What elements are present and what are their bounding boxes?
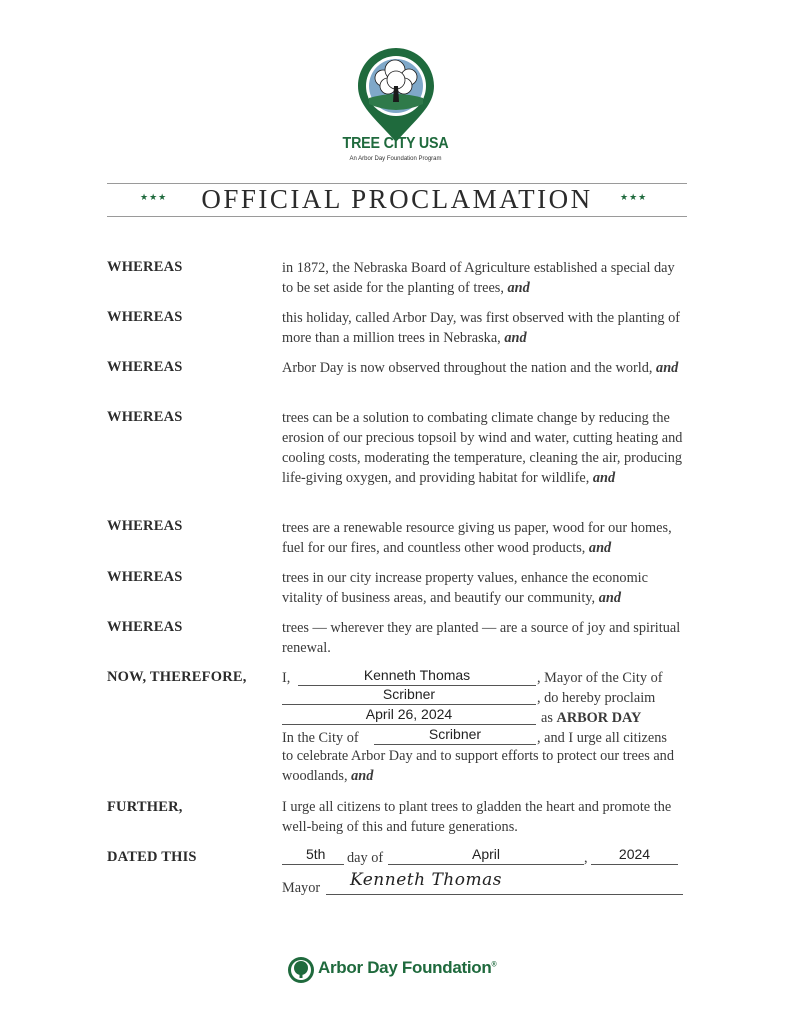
month-field[interactable]: April bbox=[388, 846, 584, 865]
in-city-prefix: In the City of bbox=[282, 730, 359, 746]
therefore-rest: to celebrate Arbor Day and to support efforts to protect our trees and woodlands, and bbox=[282, 748, 674, 784]
dated-label: DATED THIS bbox=[107, 849, 197, 865]
mayor-label: Mayor bbox=[282, 880, 321, 896]
logo-title: TREE CITY USA bbox=[342, 135, 449, 152]
footer-brand: Arbor Day Foundation® bbox=[318, 958, 497, 977]
therefore-after-city: , do hereby proclaim bbox=[537, 690, 656, 706]
city-field[interactable]: Scribner bbox=[282, 686, 536, 705]
whereas-label: WHEREAS bbox=[107, 518, 183, 534]
therefore-after-name: , Mayor of the City of bbox=[537, 670, 663, 686]
date-field[interactable]: April 26, 2024 bbox=[282, 706, 536, 725]
whereas-text: in 1872, the Nebraska Board of Agriculture established a special day to be set aside for the planting of trees, and bbox=[282, 260, 675, 296]
whereas-label: WHEREAS bbox=[107, 409, 183, 425]
mayor-signature: Kenneth Thomas bbox=[350, 870, 502, 890]
further-label: FURTHER, bbox=[107, 799, 183, 815]
whereas-text: trees in our city increase property values, enhance the economic vitality of business areas, and beautify our community, and bbox=[282, 570, 649, 606]
day-of-text: day of bbox=[347, 850, 384, 866]
whereas-label: WHEREAS bbox=[107, 309, 183, 325]
page-title: OFFICIAL PROCLAMATION bbox=[201, 184, 593, 214]
whereas-text: trees can be a solution to combating climate change by reducing the erosion of our precious topsoil by wind and water, cutting heating and cooling costs, moderating the temperature, cleaning the air, producing life-giving oxygen, and providing habitat for wildlife, and bbox=[282, 410, 683, 486]
logo-subtitle: An Arbor Day Foundation Program bbox=[349, 156, 442, 162]
whereas-label: WHEREAS bbox=[107, 259, 183, 275]
mayor-name-field[interactable]: Kenneth Thomas bbox=[298, 667, 536, 686]
whereas-text: this holiday, called Arbor Day, was first observed with the planting of more than a million trees in Nebraska, and bbox=[282, 310, 680, 346]
city2-field[interactable]: Scribner bbox=[374, 726, 536, 745]
further-text: I urge all citizens to plant trees to gladden the heart and promote the well-being of this and future generations. bbox=[282, 799, 672, 835]
therefore-prefix: I, bbox=[282, 670, 291, 686]
date-comma: , bbox=[584, 850, 588, 866]
therefore-after-date: as ARBOR DAY bbox=[541, 710, 642, 726]
stars-right: ★★★ bbox=[620, 193, 648, 203]
therefore-after-city2: , and I urge all citizens bbox=[537, 730, 667, 746]
whereas-label: WHEREAS bbox=[107, 619, 183, 635]
tree-city-usa-tree-icon bbox=[355, 46, 437, 144]
whereas-label: WHEREAS bbox=[107, 359, 183, 375]
whereas-label: WHEREAS bbox=[107, 569, 183, 585]
whereas-text: trees — wherever they are planted — are a source of joy and spiritual renewal. bbox=[282, 620, 681, 656]
bottom-rule bbox=[107, 216, 687, 217]
stars-left: ★★★ bbox=[140, 193, 168, 203]
day-field[interactable]: 5th bbox=[282, 846, 344, 865]
whereas-text: trees are a renewable resource giving us paper, wood for our homes, fuel for our fires, and countless other wood products, and bbox=[282, 520, 672, 556]
year-field[interactable]: 2024 bbox=[591, 846, 678, 865]
whereas-text: Arbor Day is now observed throughout the nation and the world, and bbox=[282, 360, 679, 376]
therefore-label: NOW, THEREFORE, bbox=[107, 669, 247, 685]
arbor-day-tree-icon bbox=[287, 956, 315, 984]
